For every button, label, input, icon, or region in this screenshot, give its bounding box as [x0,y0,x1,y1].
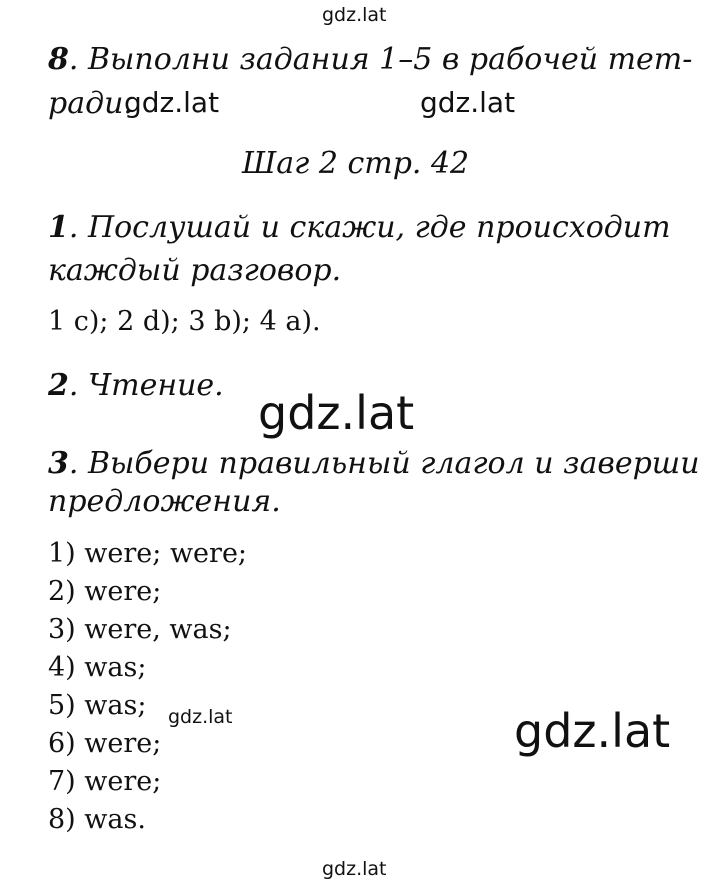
task-2-line: 2. Чтение. [48,368,224,403]
answer-item-4: 4) was; [48,652,147,683]
task-2-number: 2 [48,368,69,403]
answer-item-6: 6) were; [48,728,162,759]
task-8-text-1: Выполни задания 1–5 в рабочей тет- [87,42,693,77]
task-3-line-2: предложения. [48,484,281,519]
task-3-number: 3 [48,446,69,481]
task-2-text: Чтение. [87,368,224,403]
answer-item-7: 7) were; [48,766,162,797]
task-1-line-2: каждый разговор. [48,253,342,288]
task-1-answer: 1 c); 2 d); 3 b); 4 a). [48,306,321,337]
watermark-top: gdz.lat [322,4,387,26]
answer-item-8: 8) was. [48,804,146,835]
watermark-list: gdz.lat [168,706,233,728]
task-8-number: 8 [48,42,69,77]
watermark-task8-b: gdz.lat [420,86,516,119]
answer-item-2: 2) were; [48,576,162,607]
task-3-line-1: 3. Выбери правильный глагол и заверши [48,446,700,481]
task-1-number: 1 [48,210,69,245]
watermark-bottom: gdz.lat [322,858,387,880]
answer-item-5: 5) was; [48,690,147,721]
task-1-text-1: Послушай и скажи, где происходит [87,210,671,245]
task-8-line-2: ради. [48,86,133,121]
watermark-task8-a: gdz.lat [124,86,220,119]
task-8-line-1: 8. Выполни задания 1–5 в рабочей тет- [48,42,693,77]
answer-item-1: 1) were; were; [48,538,248,569]
task-3-text-1: Выбери правильный глагол и заверши [87,446,700,481]
watermark-right: gdz.lat [514,704,671,758]
watermark-center: gdz.lat [258,386,415,440]
task-1-line-1: 1. Послушай и скажи, где происходит [48,210,671,245]
step-heading: Шаг 2 стр. 42 [242,146,470,181]
answer-item-3: 3) were, was; [48,614,232,645]
